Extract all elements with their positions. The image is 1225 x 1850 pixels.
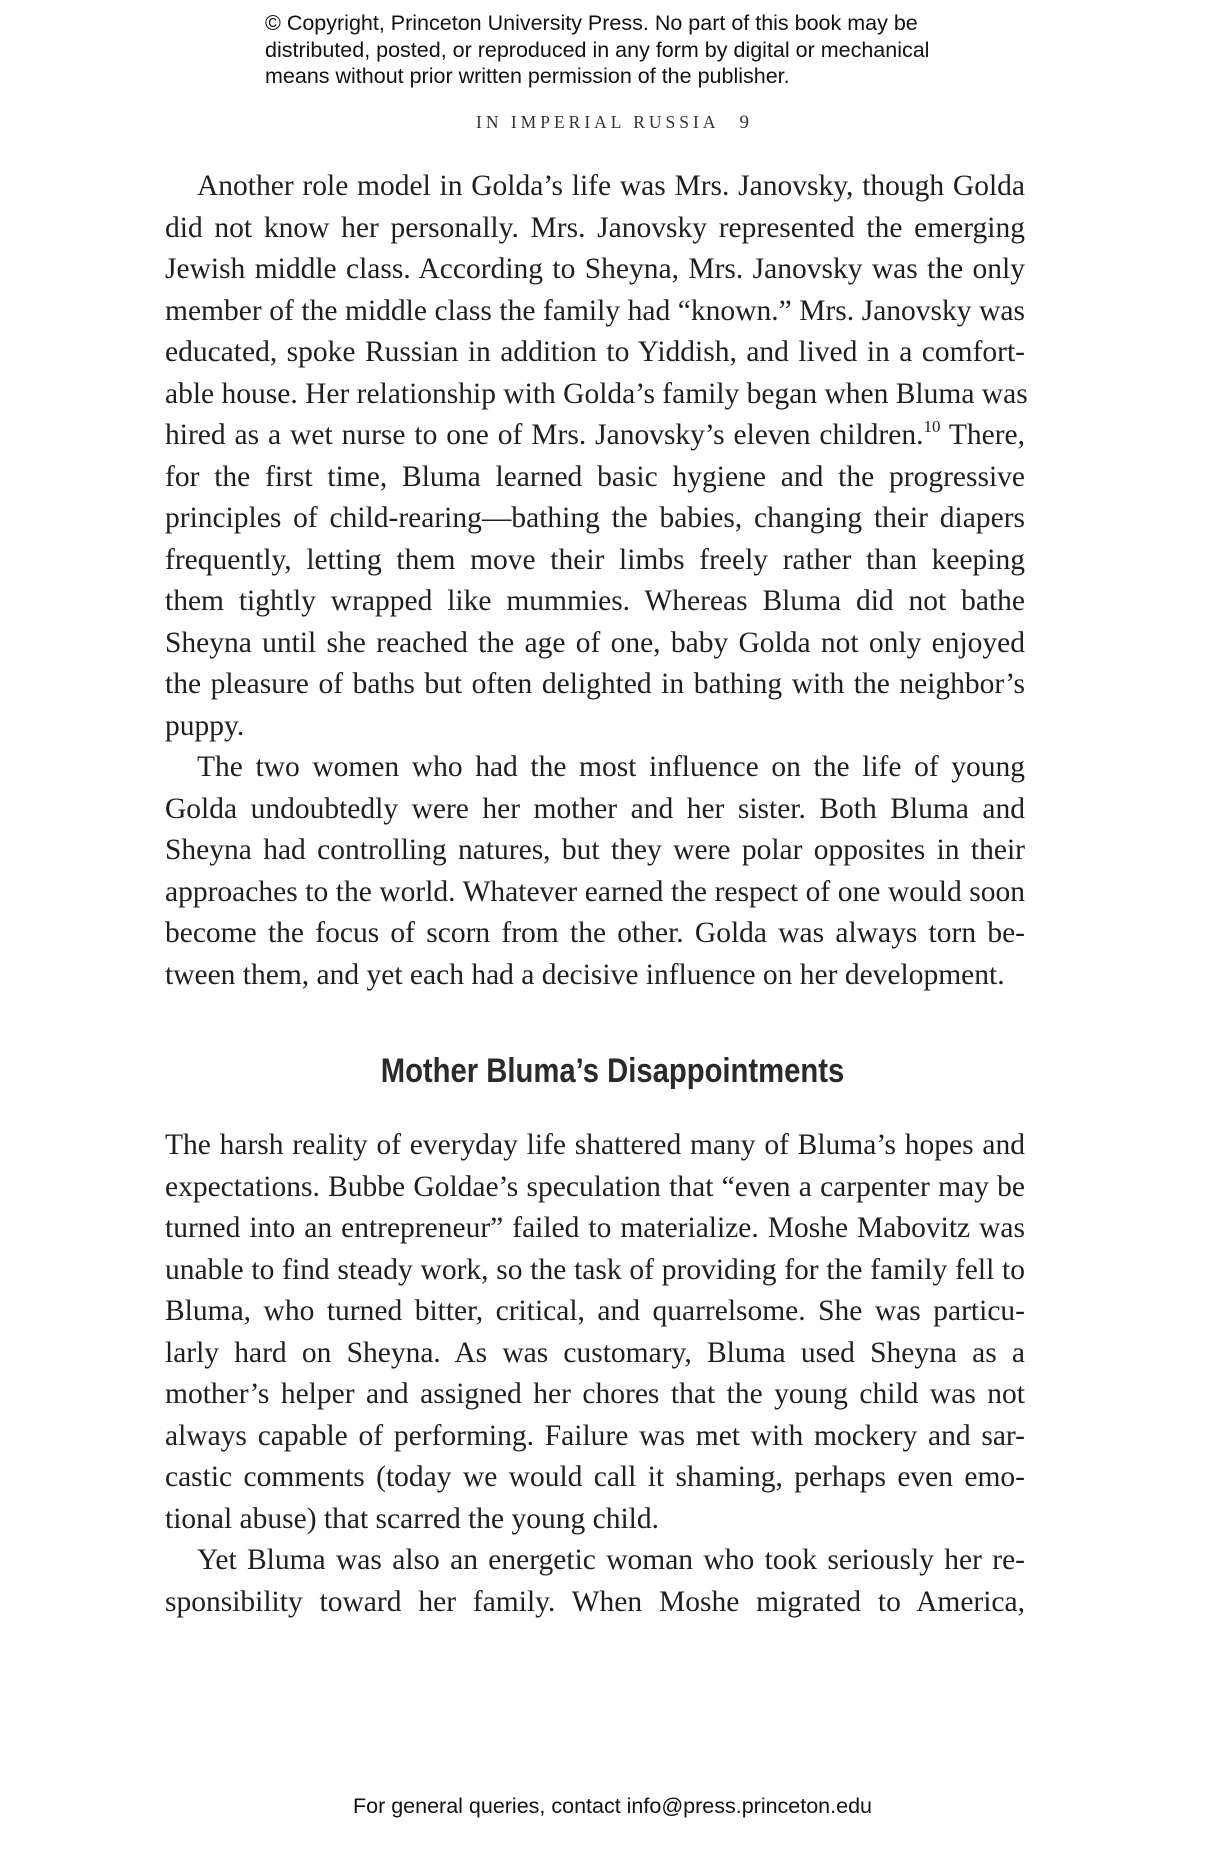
- text-line: puppy.: [165, 709, 245, 742]
- text-line: did not know her personally. Mrs. Janovsky represented the emerging: [165, 211, 1025, 244]
- text-line: Yet Bluma was also an energetic woman who took seriously her re-: [197, 1544, 1025, 1576]
- paragraph-block-1: [165, 166, 1028, 996]
- text-line: Bluma, who turned bitter, critical, and quarrelsome. She was particu-: [165, 1295, 1025, 1327]
- text-line: sponsibility toward her family. When Moshe migrated to America,: [165, 1585, 1025, 1618]
- text-line: approaches to the world. Whatever earned the respect of one would soon: [165, 875, 1025, 908]
- text-line: Another role model in Golda’s life was Mrs. Janovsky, though Golda: [197, 170, 1025, 202]
- section-heading: Mother Bluma’s Disappointments: [380, 1052, 845, 1090]
- text-line: Jewish middle class. According to Sheyna, Mrs. Janovsky was the only: [165, 253, 1025, 285]
- copyright-line: means without prior written permission of the publisher.: [265, 64, 790, 88]
- text-line: mother’s helper and assigned her chores that the young child was not: [165, 1378, 1025, 1410]
- running-head: [0, 112, 1225, 134]
- paragraph-block-2: [165, 1125, 1025, 1623]
- text-line: Golda undoubtedly were her mother and her sister. Both Bluma and: [165, 792, 1025, 825]
- copyright-notice: [265, 10, 1025, 90]
- text-line: able house. Her relationship with Golda’s family began when Bluma was: [165, 377, 1028, 410]
- footnote-marker: 10: [923, 417, 941, 436]
- text-line: unable to find steady work, so the task of providing for the family fell to: [165, 1253, 1025, 1286]
- text-line: them tightly wrapped like mummies. Whereas Bluma did not bathe: [165, 585, 1025, 617]
- text-line: become the focus of scorn from the other. Golda was always torn be-: [165, 917, 1025, 949]
- text-line: The harsh reality of everyday life shattered many of Bluma’s hopes and: [165, 1129, 1025, 1161]
- text-line: for the first time, Bluma learned basic hygiene and the progressive: [165, 460, 1025, 493]
- text-line: [165, 415, 1025, 457]
- text-line: member of the middle class the family had “known.” Mrs. Janovsky was: [165, 294, 1025, 327]
- text-line: tween them, and yet each had a decisive influence on her development.: [165, 958, 1005, 991]
- text-line: tional abuse) that scarred the young child.: [165, 1502, 659, 1535]
- text-line: principles of child-rearing—bathing the babies, changing their diapers: [165, 502, 1025, 534]
- running-head-title: IN IMPERIAL RUSSIA: [476, 112, 720, 132]
- text-line: Sheyna had controlling natures, but they were polar opposites in their: [165, 834, 1025, 866]
- text-line: larly hard on Sheyna. As was customary, Bluma used Sheyna as a: [165, 1336, 1025, 1369]
- text-line: the pleasure of baths but often delighted in bathing with the neighbor’s: [165, 668, 1025, 700]
- text-line: The two women who had the most influence on the life of young: [197, 751, 1025, 783]
- text-segment: hired as a wet nurse to one of Mrs. Janovsky’s eleven children.: [165, 419, 924, 451]
- text-line: castic comments (today we would call it shaming, perhaps even emo-: [165, 1461, 1025, 1493]
- copyright-line: distributed, posted, or reproduced in any form by digital or mechanical: [265, 37, 930, 62]
- text-line: Sheyna until she reached the age of one, baby Golda not only enjoyed: [165, 626, 1025, 659]
- text-line: expectations. Bubbe Goldae’s speculation that “even a carpenter may be: [165, 1170, 1025, 1203]
- copyright-line: © Copyright, Princeton University Press. No part of this book may be: [265, 11, 918, 35]
- footer-contact: For general queries, contact info@press.princeton.edu: [352, 1794, 872, 1818]
- text-line: turned into an entrepreneur” failed to materialize. Moshe Mabovitz was: [165, 1212, 1025, 1244]
- text-line: educated, spoke Russian in addition to Yiddish, and lived in a comfort-: [165, 336, 1025, 368]
- text-line: always capable of performing. Failure was met with mockery and sar-: [165, 1419, 1025, 1452]
- text-line: frequently, letting them move their limbs freely rather than keeping: [165, 543, 1025, 576]
- page-number: 9: [739, 112, 749, 133]
- text-segment: There,: [940, 419, 1026, 451]
